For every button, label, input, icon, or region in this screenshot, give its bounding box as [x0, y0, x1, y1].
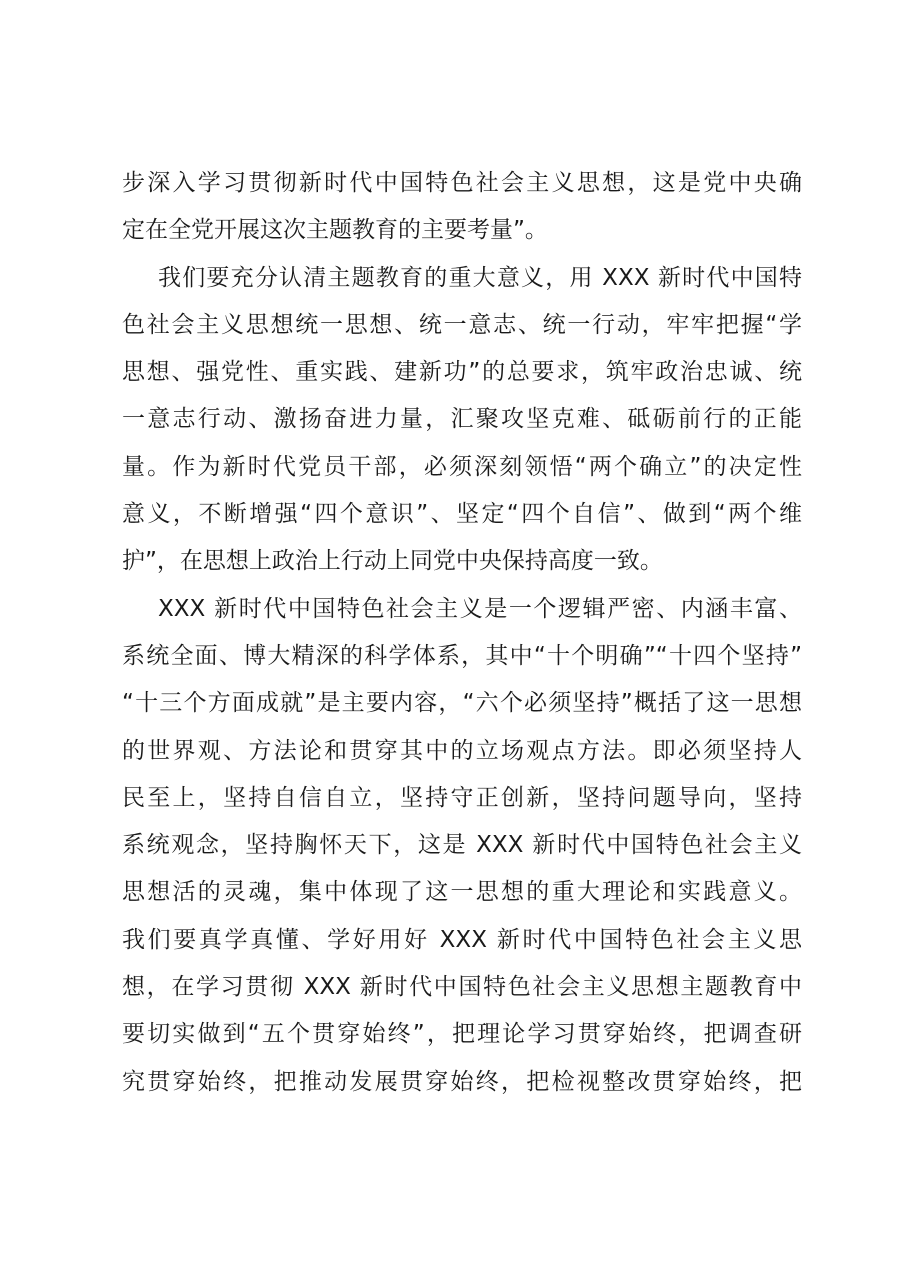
text-line: 民至上，坚持自信自立，坚持守正创新，坚持问题导向，坚持 [122, 784, 802, 811]
text-line: 想，在学习贯彻 XXX 新时代中国特色社会主义思想主题教育中 [122, 974, 802, 1001]
text-line: 系统观念，坚持胸怀天下，这是 XXX 新时代中国特色社会主义 [122, 832, 802, 859]
text-line: 的世界观、方法论和贯穿其中的立场观点方法。即必须坚持人 [122, 737, 802, 764]
text-line: 思想、强党性、重实践、建新功”的总要求，筑牢政治忠诚、统 [122, 359, 802, 386]
text-line: 色社会主义思想统一思想、统一意志、统一行动，牢牢把握“学 [122, 311, 802, 338]
paragraph-first-line: XXX 新时代中国特色社会主义是一个逻辑严密、内涵丰富、 [158, 595, 802, 622]
text-line: 一意志行动、激扬奋进力量，汇聚攻坚克难、砥砺前行的正能 [122, 406, 802, 433]
text-line: 我们要真学真懂、学好用好 XXX 新时代中国特色社会主义思 [122, 926, 802, 953]
text-line: 量。作为新时代党员干部，必须深刻领悟“两个确立”的决定性 [122, 453, 802, 480]
text-line: 系统全面、博大精深的科学体系，其中“十个明确”“十四个坚持” [122, 642, 802, 669]
text-line: 究贯穿始终，把推动发展贯穿始终，把检视整改贯穿始终，把 [122, 1068, 802, 1095]
text-line: 意义，不断增强“四个意识”、坚定“四个自信”、做到“两个维 [122, 501, 802, 528]
text-line: “十三个方面成就”是主要内容，“六个必须坚持”概括了这一思想 [122, 690, 802, 717]
text-line: 思想活的灵魂，集中体现了这一思想的重大理论和实践意义。 [122, 879, 802, 906]
text-line: 定在全党开展这次主题教育的主要考量”。 [122, 217, 548, 244]
paragraph-first-line: 我们要充分认清主题教育的重大意义，用 XXX 新时代中国特 [158, 264, 802, 291]
text-line: 护”，在思想上政治上行动上同党中央保持高度一致。 [122, 548, 663, 575]
text-line: 要切实做到“五个贯穿始终”，把理论学习贯穿始终，把调查研 [122, 1021, 802, 1048]
body-text [122, 160, 802, 1106]
text-line: 步深入学习贯彻新时代中国特色社会主义思想，这是党中央确 [122, 170, 802, 196]
